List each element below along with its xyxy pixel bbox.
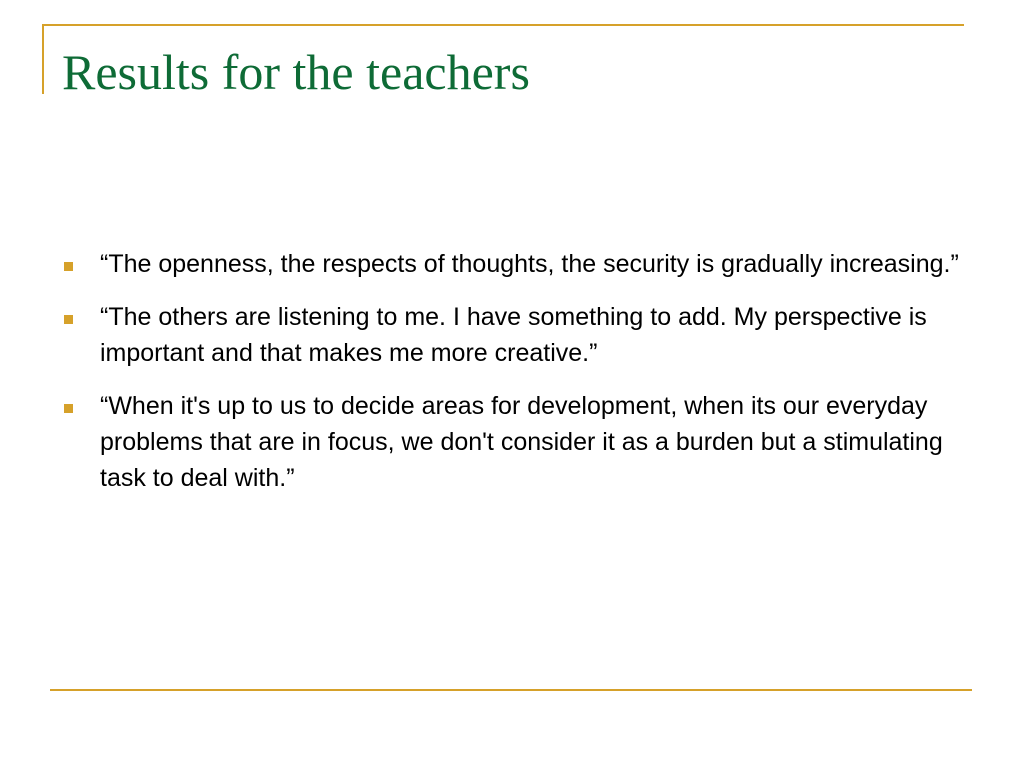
slide-title: Results for the teachers xyxy=(62,44,530,100)
bullet-item xyxy=(62,299,972,371)
square-bullet-icon xyxy=(64,404,73,413)
square-bullet-icon xyxy=(64,262,73,271)
bullet-text: “The others are listening to me. I have something to add. My perspective is important and that makes me more creative.” xyxy=(100,303,927,367)
bullet-text: “When it's up to us to decide areas for development, when its our everyday problems that are in focus, we don't consider it as a burden but a stimulating task to deal with.” xyxy=(100,392,943,492)
frame-bottom-line xyxy=(50,689,972,691)
bullet-item xyxy=(62,388,972,496)
bullet-text: “The openness, the respects of thoughts, the security is gradually increasing.” xyxy=(100,250,959,278)
bullet-item xyxy=(62,246,972,282)
frame-top-line xyxy=(42,24,964,26)
square-bullet-icon xyxy=(64,315,73,324)
bullet-list xyxy=(62,246,972,513)
frame-left-line xyxy=(42,24,44,94)
